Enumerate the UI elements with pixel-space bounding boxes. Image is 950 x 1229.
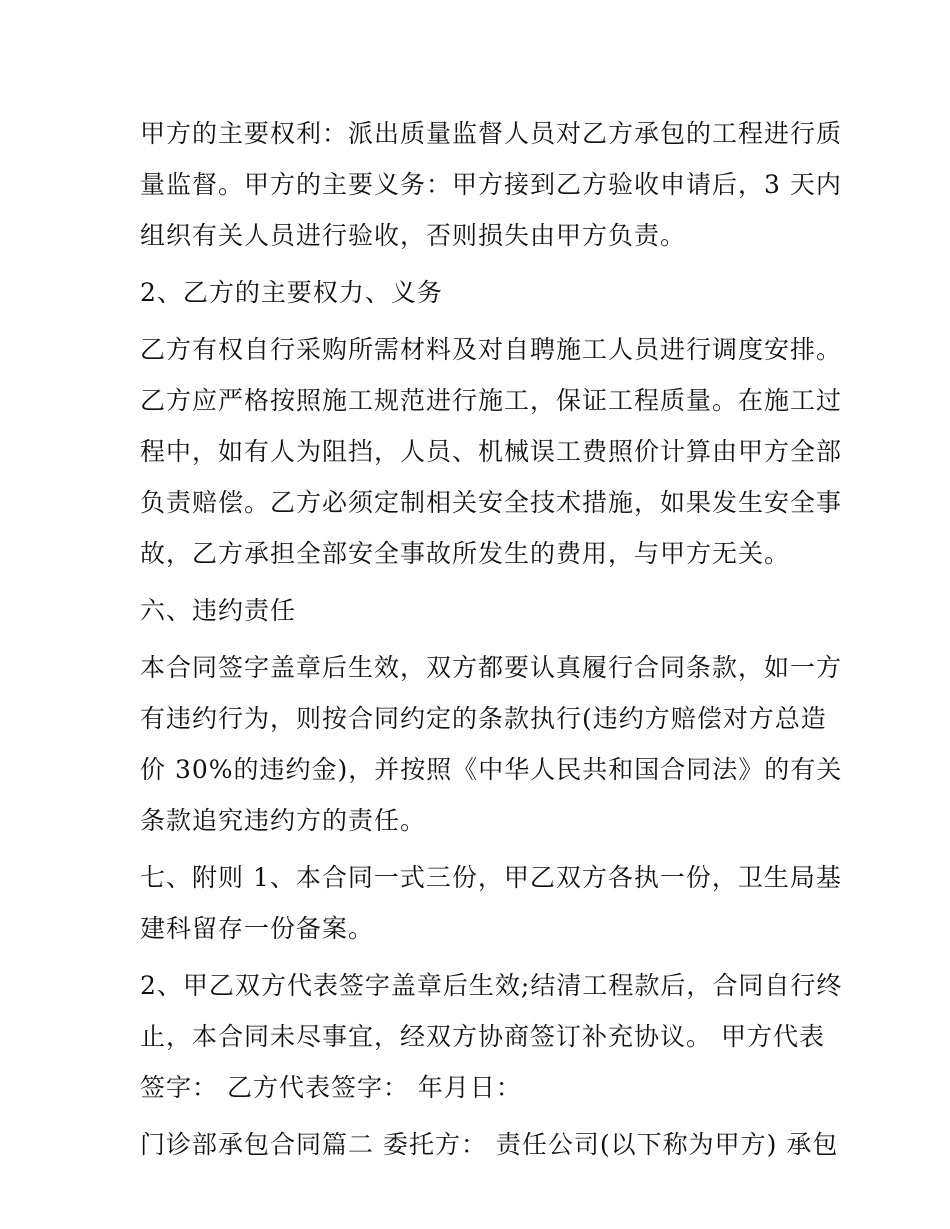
paragraph-party-b-rights-obligations [140,324,843,579]
text-line: 七、附则 1、本合同一式三份，甲乙双方各执一份，卫生局基 [140,863,842,892]
heading-party-b-rights-obligations [140,267,820,318]
text-line: 门诊部承包合同篇二 委托方： 责任公司(以下称为甲方) 承包 [140,1130,839,1159]
text-line: 2、乙方的主要权力、义务 [140,278,443,307]
paragraph-supplementary-provisions [140,852,842,954]
text-line: 乙方有权自行采购所需材料及对自聘施工人员进行调度安排。 [140,335,843,364]
text-line: 2、甲乙双方代表签字盖章后生效;结清工程款后，合同自行终 [140,971,843,1000]
heading-breach-liability [140,585,820,636]
text-line: 条款追究违约方的责任。 [140,806,427,835]
text-line: 程中，如有人为阻挡，人员、机械误工费照价计算由甲方全部 [140,437,843,466]
text-line: 建科留存一份备案。 [140,914,375,943]
text-line: 六、违约责任 [140,596,297,625]
text-line: 故，乙方承担全部安全事故所发生的费用，与甲方无关。 [140,539,791,568]
text-line: 量监督。甲方的主要义务：甲方接到乙方验收申请后，3 天内 [140,170,842,199]
paragraph-breach-liability [140,642,843,846]
text-line: 组织有关人员进行验收，否则损失由甲方负责。 [140,221,687,250]
text-line: 有违约行为，则按合同约定的条款执行(违约方赔偿对方总造 [140,704,827,733]
text-line: 价 30%的违约金)，并按照《中华人民共和国合同法》的有关 [140,755,843,784]
text-line: 签字： 乙方代表签字： 年月日： [140,1073,522,1102]
text-line: 本合同签字盖章后生效，双方都要认真履行合同条款，如一方 [140,653,843,682]
text-line: 甲方的主要权利：派出质量监督人员对乙方承包的工程进行质 [140,119,843,148]
text-line: 乙方应严格按照施工规范进行施工，保证工程质量。在施工过 [140,386,843,415]
paragraph-contract-two-intro [140,1119,839,1170]
paragraph-signatures [140,960,843,1113]
text-line: 负责赔偿。乙方必须定制相关安全技术措施，如果发生安全事 [140,488,843,517]
text-line: 止，本合同未尽事宜，经双方协商签订补充协议。 甲方代表 [140,1022,825,1051]
document-body [140,108,843,1176]
paragraph-party-a-rights-obligations [140,108,843,261]
